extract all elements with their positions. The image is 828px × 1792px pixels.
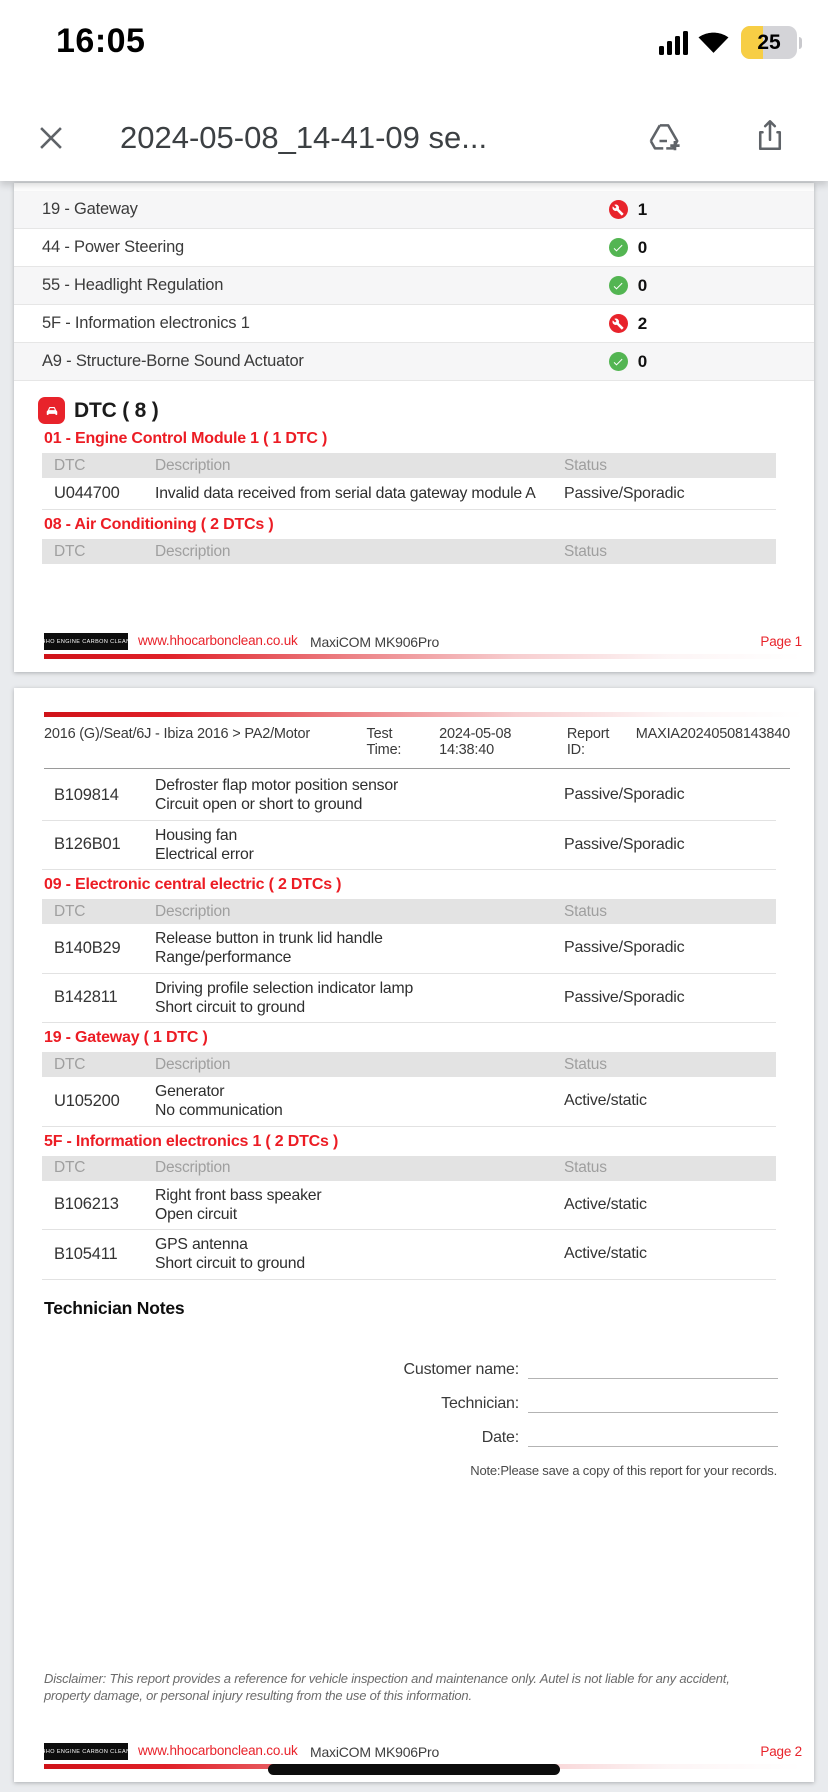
column-header: Description	[155, 1159, 231, 1177]
fault-icon	[609, 314, 628, 333]
dtc-table	[42, 539, 776, 564]
add-to-drive-icon[interactable]	[646, 120, 682, 156]
top-chrome	[0, 0, 828, 181]
module-section-title: 08 - Air Conditioning ( 2 DTCs )	[44, 516, 274, 533]
pdf-scroll-area[interactable]	[0, 181, 828, 1792]
dtc-description: Invalid data received from serial data gateway module A	[155, 484, 536, 502]
dtc-code: U044700	[54, 484, 120, 502]
dtc-code: U105200	[54, 1091, 120, 1110]
dtc-code: B126B01	[54, 835, 121, 854]
test-time	[367, 726, 567, 758]
pdf-page-1	[14, 183, 814, 672]
report-id	[567, 726, 790, 758]
module-section-title: 5F - Information electronics 1 ( 2 DTCs )	[44, 1132, 339, 1150]
column-header: DTC	[54, 456, 86, 474]
signature-block	[14, 1361, 814, 1478]
column-header: Description	[155, 542, 231, 560]
report-id-label: Report ID:	[566, 726, 610, 758]
dtc-count-label: DTC ( 8 )	[74, 398, 159, 422]
dtc-row	[42, 924, 776, 974]
ok-check-icon	[609, 276, 628, 295]
status-icons	[659, 26, 802, 59]
test-time-label: Test Time:	[366, 726, 402, 758]
header-gradient-bar	[44, 712, 804, 717]
company-url-link[interactable]: www.hhocarbonclean.co.uk	[138, 1743, 298, 1759]
dtc-row	[42, 974, 776, 1024]
column-header: Status	[564, 1159, 607, 1177]
module-section-title: 19 - Gateway ( 1 DTC )	[44, 1029, 208, 1047]
dtc-code: B106213	[54, 1195, 119, 1214]
dtc-status: Active/static	[564, 1195, 647, 1213]
dtc-description: Housing fan Electrical error	[155, 826, 254, 863]
close-icon[interactable]	[34, 121, 68, 155]
column-header: Status	[564, 902, 607, 920]
customer-name-line	[528, 1362, 778, 1379]
dtc-row	[42, 1230, 776, 1280]
home-indicator[interactable]	[268, 1764, 560, 1775]
dtc-status: Passive/Sporadic	[564, 939, 685, 957]
document-title: 2024-05-08_14-41-09 se...	[120, 120, 488, 155]
company-logo: HHO ENGINE CARBON CLEAN	[44, 633, 128, 650]
report-id-value: MAXIA20240508143840	[635, 726, 791, 742]
column-header: DTC	[54, 1055, 86, 1073]
cellular-signal-icon	[659, 31, 688, 55]
pdf-page-2	[14, 688, 814, 1782]
system-status	[609, 238, 647, 258]
system-label: 55 - Headlight Regulation	[42, 276, 224, 294]
column-header: DTC	[54, 542, 86, 560]
system-row	[14, 229, 814, 267]
system-label: 19 - Gateway	[42, 200, 138, 218]
system-row	[14, 305, 814, 343]
fault-count: 0	[637, 275, 647, 295]
dtc-status: Active/static	[564, 1092, 647, 1110]
dtc-description: Right front bass speaker Open circuit	[155, 1186, 322, 1223]
system-status-table	[14, 191, 814, 381]
dtc-description: Defroster flap motor position sensor Circuit open or short to ground	[155, 777, 399, 814]
dtc-status: Passive/Sporadic	[564, 988, 685, 1006]
share-icon[interactable]	[752, 118, 788, 154]
date-row	[14, 1429, 814, 1447]
company-url-link[interactable]: www.hhocarbonclean.co.uk	[138, 633, 298, 649]
vehicle-info: 2016 (G)/Seat/6J - Ibiza 2016 > PA2/Motor	[44, 726, 310, 742]
dtc-row	[42, 821, 776, 871]
system-label: 5F - Information electronics 1	[42, 314, 250, 332]
column-header: Status	[564, 456, 607, 474]
dtc-table	[42, 1156, 776, 1280]
dtc-row	[42, 1181, 776, 1231]
table-header-row	[42, 1156, 776, 1181]
column-header: Description	[155, 1055, 231, 1073]
table-header-row	[42, 539, 776, 564]
fault-count: 0	[637, 237, 647, 257]
date-line	[528, 1430, 778, 1447]
system-status	[609, 200, 647, 220]
ok-check-icon	[609, 352, 628, 371]
system-label: 44 - Power Steering	[42, 238, 185, 256]
continued-dtc-table	[42, 771, 776, 870]
customer-name-label: Customer name:	[403, 1360, 519, 1378]
dtc-description: Release button in trunk lid handle Range/performance	[155, 930, 383, 967]
page2-footer	[41, 1743, 802, 1760]
module-section-title: 09 - Electronic central electric ( 2 DTCs )	[44, 876, 342, 894]
fault-count: 0	[637, 351, 647, 371]
disclaimer-text: Disclaimer: This report provides a reference for vehicle inspection and maintenance only. Autel is not liable for any accident, property damage, or personal injury resulting from the use of this information.	[44, 1670, 730, 1703]
column-header: Description	[155, 902, 231, 920]
page1-dtc-sections	[14, 430, 814, 564]
dtc-row	[42, 1077, 776, 1127]
column-header: DTC	[54, 902, 86, 920]
device-name: MaxiCOM MK906Pro	[310, 633, 440, 650]
dtc-table	[42, 453, 776, 510]
company-logo: HHO ENGINE CARBON CLEAN	[44, 1743, 128, 1760]
table-header-row	[42, 1052, 776, 1077]
system-row	[14, 267, 814, 305]
dtc-code: B142811	[54, 988, 118, 1007]
column-header: Description	[155, 456, 231, 474]
status-time: 16:05	[56, 22, 146, 60]
dtc-code: B140B29	[54, 938, 121, 957]
date-label: Date:	[481, 1428, 519, 1446]
dtc-row	[42, 771, 776, 821]
table-header-row	[42, 453, 776, 478]
system-status	[609, 352, 647, 372]
dtc-status: Passive/Sporadic	[564, 835, 685, 853]
page2-dtc-sections	[14, 876, 814, 1280]
battery-percent: 25	[757, 30, 781, 54]
technician-line	[528, 1396, 778, 1413]
system-label: A9 - Structure-Borne Sound Actuator	[42, 352, 304, 370]
device-name: MaxiCOM MK906Pro	[310, 1743, 440, 1760]
page-number: Page 2	[760, 1744, 802, 1759]
records-note: Note:Please save a copy of this report for your records.	[470, 1462, 777, 1478]
dtc-table	[42, 1052, 776, 1127]
fault-count: 1	[637, 199, 647, 219]
dtc-description: GPS antenna Short circuit to ground	[155, 1236, 305, 1273]
table-header-row	[42, 899, 776, 924]
page-number: Page 1	[760, 634, 802, 649]
wifi-icon	[698, 31, 729, 55]
system-row	[14, 343, 814, 381]
system-status	[609, 314, 647, 334]
page1-footer	[41, 633, 802, 650]
dtc-section-heading	[38, 397, 814, 424]
battery-cap	[799, 37, 802, 49]
dtc-description: Generator No communication	[155, 1083, 283, 1120]
viewer-toolbar	[0, 95, 828, 181]
customer-name-row	[14, 1361, 814, 1379]
system-row	[14, 191, 814, 229]
technician-row	[14, 1395, 814, 1413]
report-header	[44, 726, 790, 769]
technician-label: Technician:	[441, 1394, 519, 1412]
footer-gradient-bar	[44, 654, 802, 659]
dtc-status: Passive/Sporadic	[564, 786, 685, 804]
dtc-icon	[38, 397, 65, 424]
system-status	[609, 276, 647, 296]
ok-check-icon	[609, 238, 628, 257]
dtc-status: Passive/Sporadic	[564, 484, 685, 502]
battery-icon	[741, 26, 797, 59]
module-section-title: 01 - Engine Control Module 1 ( 1 DTC )	[44, 430, 328, 447]
dtc-row	[42, 478, 776, 510]
column-header: DTC	[54, 1159, 86, 1177]
dtc-description: Driving profile selection indicator lamp Short circuit to ground	[155, 979, 414, 1016]
dtc-code: B109814	[54, 785, 119, 804]
fault-icon	[609, 200, 628, 219]
technician-notes-heading: Technician Notes	[44, 1297, 185, 1318]
dtc-code: B105411	[54, 1244, 118, 1263]
dtc-table	[42, 899, 776, 1023]
test-time-value: 2024-05-08 14:38:40	[439, 726, 512, 758]
dtc-status: Active/static	[564, 1245, 647, 1263]
column-header: Status	[564, 1055, 607, 1073]
column-header: Status	[564, 542, 607, 560]
fault-count: 2	[637, 313, 647, 333]
